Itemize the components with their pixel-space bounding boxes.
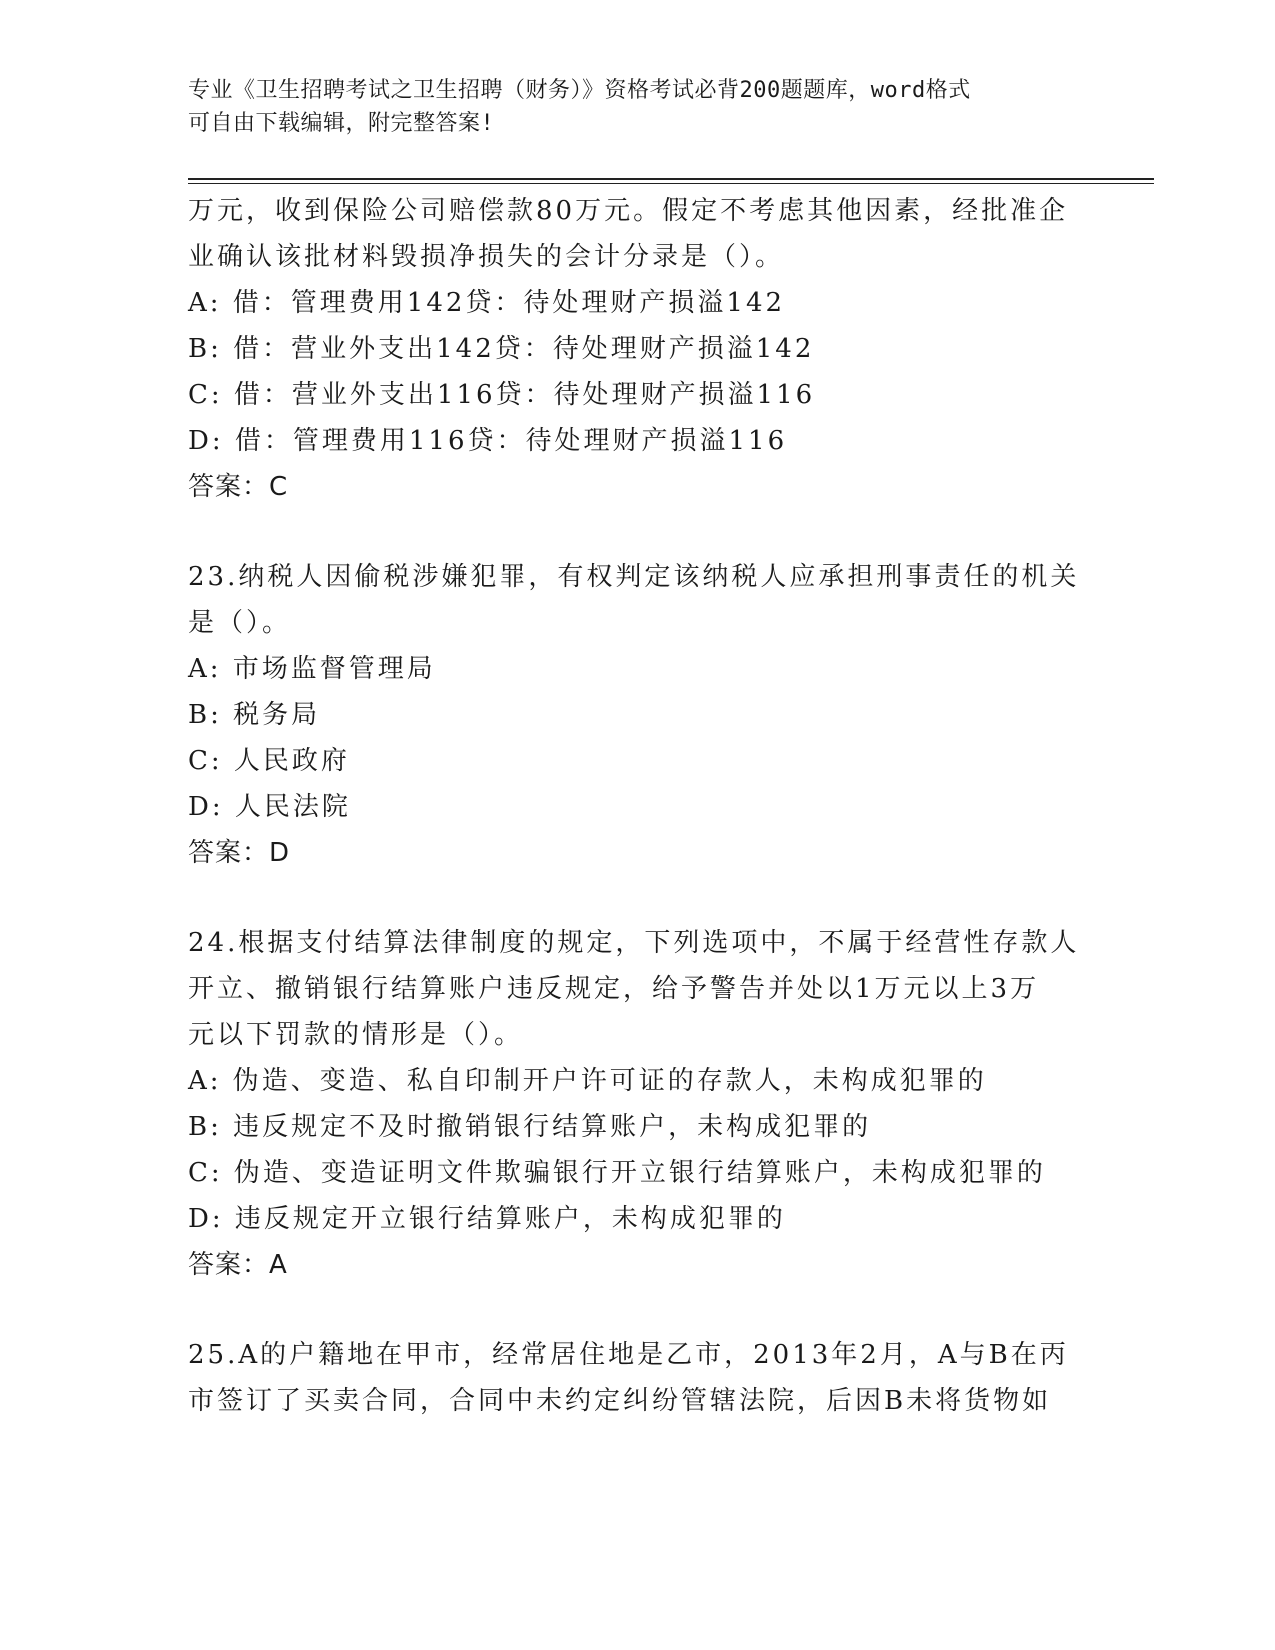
option-a: A: 市场监督管理局 xyxy=(188,654,436,684)
header-title-line-2: 可自由下载编辑，附完整答案! xyxy=(188,111,495,136)
question-list xyxy=(188,188,1088,1424)
option-b: B: 税务局 xyxy=(188,700,321,730)
answer-label: 答案：A xyxy=(188,1250,288,1280)
option-a: A: 借：管理费用142贷：待处理财产损溢142 xyxy=(188,288,786,318)
question-24 xyxy=(188,920,1088,1288)
option-d: D: 违反规定开立银行结算账户，未构成犯罪的 xyxy=(188,1204,786,1234)
option-c: C: 人民政府 xyxy=(188,746,350,776)
question-stem-line: 业确认该批材料毁损净损失的会计分录是（）。 xyxy=(188,242,785,272)
option-c: C: 借：营业外支出116贷：待处理财产损溢116 xyxy=(188,380,816,410)
question-22 xyxy=(188,188,1088,510)
answer-label: 答案：D xyxy=(188,838,291,868)
document-header xyxy=(188,74,1068,140)
question-stem-line: 23.纳税人因偷税涉嫌犯罪，有权判定该纳税人应承担刑事责任的机关 xyxy=(188,562,1080,592)
header-title-line-1: 专业《卫生招聘考试之卫生招聘（财务）》资格考试必背200题题库，word格式 xyxy=(188,78,971,103)
header-rule-thin xyxy=(188,183,1154,184)
option-b: B: 违反规定不及时撤销银行结算账户，未构成犯罪的 xyxy=(188,1112,872,1142)
header-rule-thick xyxy=(188,178,1154,180)
question-stem-line: 25.A的户籍地在甲市，经常居住地是乙市，2013年2月，A与B在丙 xyxy=(188,1340,1069,1370)
question-25 xyxy=(188,1332,1088,1424)
answer-label: 答案：C xyxy=(188,472,289,502)
question-23 xyxy=(188,554,1088,876)
option-a: A: 伪造、变造、私自印制开户许可证的存款人，未构成犯罪的 xyxy=(188,1066,987,1096)
question-stem-line: 是（）。 xyxy=(188,608,292,638)
question-stem-line: 24.根据支付结算法律制度的规定，下列选项中，不属于经营性存款人 xyxy=(188,928,1080,958)
question-stem-line: 元以下罚款的情形是（）。 xyxy=(188,1020,524,1050)
question-stem-line: 市签订了买卖合同，合同中未约定纠纷管辖法院，后因B未将货物如 xyxy=(188,1386,1052,1416)
question-stem-line: 万元，收到保险公司赔偿款80万元。假定不考虑其他因素，经批准企 xyxy=(188,196,1069,226)
option-d: D: 借：管理费用116贷：待处理财产损溢116 xyxy=(188,426,788,456)
question-stem-line: 开立、撤销银行结算账户违反规定，给予警告并处以1万元以上3万 xyxy=(188,974,1040,1004)
option-d: D: 人民法院 xyxy=(188,792,351,822)
option-b: B: 借：营业外支出142贷：待处理财产损溢142 xyxy=(188,334,815,364)
option-c: C: 伪造、变造证明文件欺骗银行开立银行结算账户，未构成犯罪的 xyxy=(188,1158,1046,1188)
